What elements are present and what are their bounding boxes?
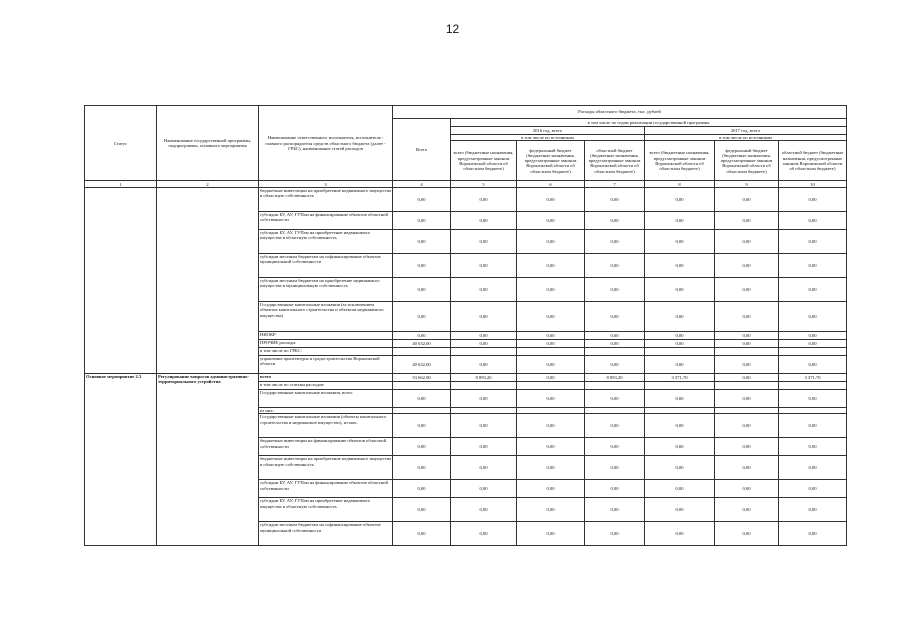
row-label: субсидии местным бюджетам на софинансирование объектов муниципальной собственности — [259, 254, 393, 278]
value-cell: 0,00 — [517, 212, 585, 230]
value-cell: 0,00 — [779, 498, 847, 522]
row-label: Государственные капитальные вложения (за исключением объектов капитального строительства и объектов недвижимого имущества) — [259, 302, 393, 332]
header-total: Всего — [393, 119, 451, 181]
value-cell: 0,00 — [393, 390, 451, 408]
value-cell: 0,00 — [715, 302, 779, 332]
row-label: субсидии БУ, АУ, ГУПам на финансирование объектов областной собственности — [259, 212, 393, 230]
value-cell: 40 632,00 — [393, 356, 451, 374]
column-index: 7 — [585, 181, 645, 188]
header-col7: областной бюджет (бюджетные назначения, предусмотренные законом Воронежской области об областном бюджете) — [585, 141, 645, 181]
value-cell — [779, 348, 847, 356]
value-cell: 0,00 — [715, 212, 779, 230]
value-cell: 0,00 — [451, 278, 517, 302]
value-cell: 0,00 — [645, 340, 715, 348]
value-cell: 0,00 — [645, 254, 715, 278]
value-cell: 0,00 — [517, 254, 585, 278]
value-cell: 0,00 — [393, 278, 451, 302]
value-cell: 0,00 — [393, 212, 451, 230]
value-cell: 0,00 — [393, 498, 451, 522]
value-cell: 0,00 — [585, 356, 645, 374]
value-cell — [585, 382, 645, 390]
value-cell: 0,00 — [585, 480, 645, 498]
column-index: 10 — [779, 181, 847, 188]
value-cell: 0,00 — [451, 498, 517, 522]
value-cell: 0,00 — [517, 188, 585, 212]
value-cell: 0,00 — [715, 278, 779, 302]
row-label: в том числе по статьям расходов: — [259, 382, 393, 390]
value-cell: 0,00 — [645, 438, 715, 456]
status-cell: Основное мероприятие 2.3 — [85, 374, 157, 546]
header-program-name: Наименование государственной программы, подпрограммы, основного мероприятия — [157, 106, 259, 181]
column-index: 2 — [157, 181, 259, 188]
row-label: ПРОЧИЕ расходы — [259, 340, 393, 348]
value-cell: 3 371,70 — [779, 374, 847, 382]
value-cell — [517, 348, 585, 356]
value-cell: 0,00 — [451, 522, 517, 546]
value-cell: 0,00 — [451, 456, 517, 480]
column-index-row — [85, 181, 847, 188]
value-cell: 0,00 — [715, 498, 779, 522]
budget-table — [84, 105, 847, 546]
value-cell: 0,00 — [645, 230, 715, 254]
value-cell: 0,00 — [451, 332, 517, 340]
header-executor: Наименование ответственного исполнителя, исполнителя - главного распорядителя средств областного бюджета (далее - ГРБС), наименование статей расходов — [259, 106, 393, 181]
value-cell: 0,00 — [451, 390, 517, 408]
value-cell: 0,00 — [517, 332, 585, 340]
value-cell: 0,00 — [451, 480, 517, 498]
value-cell — [393, 348, 451, 356]
value-cell: 0,00 — [645, 212, 715, 230]
value-cell: 0,00 — [779, 356, 847, 374]
value-cell: 0,00 — [645, 278, 715, 302]
value-cell: 0,00 — [645, 356, 715, 374]
value-cell: 40 632,00 — [393, 340, 451, 348]
value-cell: 0,00 — [715, 414, 779, 438]
value-cell: 0,00 — [779, 302, 847, 332]
row-label: субсидии БУ, АУ, ГУПам на приобретение недвижимого имущества в областную собственность — [259, 498, 393, 522]
row-label: субсидии БУ, АУ, ГУПам на приобретение недвижимого имущества в областную собственность — [259, 230, 393, 254]
value-cell: 0,00 — [517, 302, 585, 332]
row-label: бюджетные инвестиции на финансирование объектов областной собственности — [259, 438, 393, 456]
table-row — [85, 374, 847, 382]
column-index: 6 — [517, 181, 585, 188]
value-cell — [451, 382, 517, 390]
value-cell: 0,00 — [451, 302, 517, 332]
header-col10: областной бюджет (бюджетные назначения, предусмотренные законом Воронежской области об областном бюджете) — [779, 141, 847, 181]
value-cell — [393, 382, 451, 390]
value-cell: 0,00 — [585, 456, 645, 480]
value-cell: 53 662,90 — [393, 374, 451, 382]
value-cell: 0,00 — [645, 390, 715, 408]
value-cell: 0,00 — [451, 230, 517, 254]
value-cell: 0,00 — [645, 302, 715, 332]
row-label: в том числе по ГРБС: — [259, 348, 393, 356]
budget-table-sheet — [84, 105, 846, 546]
value-cell: 0,00 — [779, 212, 847, 230]
value-cell: 0,00 — [517, 414, 585, 438]
value-cell: 0,00 — [517, 498, 585, 522]
value-cell: 0,00 — [645, 188, 715, 212]
value-cell: 0,00 — [779, 278, 847, 302]
value-cell: 0,00 — [451, 438, 517, 456]
value-cell: 0,00 — [517, 356, 585, 374]
header-col6: федеральный бюджет (бюджетные назначения, предусмотренные законом Воронежской области об областном бюджете) — [517, 141, 585, 181]
row-label: Государственные капитальные вложения, всего — [259, 390, 393, 408]
header-col9: федеральный бюджет (бюджетные назначения, предусмотренные законом Воронежской области об областном бюджете) — [715, 141, 779, 181]
column-index: 8 — [645, 181, 715, 188]
value-cell: 0,00 — [715, 390, 779, 408]
value-cell — [715, 348, 779, 356]
value-cell — [715, 382, 779, 390]
value-cell: 0,00 — [451, 188, 517, 212]
value-cell: 0,00 — [451, 212, 517, 230]
value-cell: 0,00 — [393, 188, 451, 212]
header-year-2017: 2017 год, всего — [645, 127, 847, 135]
value-cell: 0,00 — [715, 374, 779, 382]
header-by-source-2017: в том числе по источникам — [645, 135, 847, 141]
column-index: 3 — [259, 181, 393, 188]
value-cell: 0,00 — [779, 332, 847, 340]
header-by-year: в том числе по годам реализации государственной программы — [451, 119, 847, 127]
value-cell: 0,00 — [517, 480, 585, 498]
value-cell: 0,00 — [393, 480, 451, 498]
table-header — [85, 106, 847, 188]
value-cell: 0,00 — [517, 438, 585, 456]
value-cell: 3 371,70 — [645, 374, 715, 382]
value-cell: 0,00 — [393, 438, 451, 456]
value-cell: 0,00 — [393, 254, 451, 278]
value-cell: 0,00 — [585, 522, 645, 546]
value-cell: 0,00 — [517, 230, 585, 254]
row-label: управление архитектуры и градостроительства Воронежской области — [259, 356, 393, 374]
column-index: 5 — [451, 181, 517, 188]
value-cell: 0,00 — [779, 480, 847, 498]
value-cell — [645, 348, 715, 356]
value-cell: 0,00 — [779, 414, 847, 438]
value-cell: 8 893,20 — [451, 374, 517, 382]
row-label: субсидии местным бюджетам на софинансирование объектов муниципальной собственности — [259, 522, 393, 546]
row-label: бюджетные инвестиции на приобретение недвижимого имущества в областную собственность — [259, 188, 393, 212]
value-cell: 0,00 — [517, 390, 585, 408]
value-cell: 0,00 — [585, 332, 645, 340]
value-cell: 0,00 — [715, 332, 779, 340]
header-col8: всего (бюджетные назначения, предусмотренные законом Воронежской области об областном бюджете) — [645, 141, 715, 181]
value-cell: 0,00 — [517, 456, 585, 480]
value-cell: 0,00 — [451, 340, 517, 348]
value-cell: 0,00 — [585, 390, 645, 408]
value-cell: 0,00 — [645, 498, 715, 522]
block1-body — [85, 188, 847, 374]
value-cell: 0,00 — [645, 456, 715, 480]
value-cell: 0,00 — [779, 254, 847, 278]
row-label: всего — [259, 374, 393, 382]
value-cell — [585, 348, 645, 356]
value-cell: 0,00 — [393, 302, 451, 332]
value-cell — [645, 382, 715, 390]
value-cell: 0,00 — [779, 340, 847, 348]
value-cell: 0,00 — [585, 302, 645, 332]
value-cell: 0,00 — [715, 356, 779, 374]
value-cell: 0,00 — [585, 230, 645, 254]
row-label: бюджетные инвестиции на приобретение недвижимого имущества в областную собственность — [259, 456, 393, 480]
value-cell: 0,00 — [585, 340, 645, 348]
value-cell: 0,00 — [585, 254, 645, 278]
value-cell: 0,00 — [645, 522, 715, 546]
value-cell: 0,00 — [779, 230, 847, 254]
value-cell: 0,00 — [517, 278, 585, 302]
value-cell: 0,00 — [393, 522, 451, 546]
header-status: Статус — [85, 106, 157, 181]
header-by-source-2016: в том числе по источникам — [451, 135, 645, 141]
value-cell: 0,00 — [645, 414, 715, 438]
value-cell: 0,00 — [715, 480, 779, 498]
value-cell: 0,00 — [393, 456, 451, 480]
value-cell: 0,00 — [715, 254, 779, 278]
value-cell: 0,00 — [779, 522, 847, 546]
value-cell: 0,00 — [715, 340, 779, 348]
program-cell-empty — [157, 188, 259, 374]
value-cell — [517, 382, 585, 390]
value-cell: 0,00 — [517, 374, 585, 382]
value-cell: 0,00 — [715, 188, 779, 212]
value-cell: 0,00 — [585, 498, 645, 522]
value-cell: 0,00 — [393, 230, 451, 254]
header-expenses: Расходы областного бюджета, тыс. рублей — [393, 106, 847, 119]
value-cell: 0,00 — [585, 188, 645, 212]
value-cell: 0,00 — [779, 438, 847, 456]
row-label: НИОКР — [259, 332, 393, 340]
program-name-cell: Регулирование вопросов административно-территориального устройства — [157, 374, 259, 546]
value-cell: 0,00 — [585, 438, 645, 456]
column-index: 4 — [393, 181, 451, 188]
value-cell: 0,00 — [451, 254, 517, 278]
value-cell — [451, 348, 517, 356]
status-cell-empty — [85, 188, 157, 374]
value-cell: 0,00 — [779, 188, 847, 212]
value-cell: 8 893,20 — [585, 374, 645, 382]
column-index: 1 — [85, 181, 157, 188]
value-cell: 0,00 — [451, 414, 517, 438]
value-cell: 0,00 — [517, 340, 585, 348]
value-cell — [779, 382, 847, 390]
value-cell: 0,00 — [517, 522, 585, 546]
value-cell: 0,00 — [585, 212, 645, 230]
row-label: субсидии БУ, АУ, ГУПам на финансирование объектов областной собственности — [259, 480, 393, 498]
block2-body — [85, 374, 847, 546]
column-index: 9 — [715, 181, 779, 188]
value-cell: 0,00 — [645, 480, 715, 498]
value-cell: 0,00 — [715, 230, 779, 254]
header-year-2016: 2016 год, всего — [451, 127, 645, 135]
value-cell: 0,00 — [715, 522, 779, 546]
value-cell: 0,00 — [451, 356, 517, 374]
value-cell: 0,00 — [715, 438, 779, 456]
row-label: субсидии местным бюджетам на приобретение недвижимого имущества в муниципальную собственность — [259, 278, 393, 302]
value-cell: 0,00 — [585, 278, 645, 302]
value-cell: 0,00 — [393, 414, 451, 438]
value-cell: 0,00 — [779, 456, 847, 480]
value-cell: 0,00 — [715, 456, 779, 480]
header-col5: всего (бюджетные назначения, предусмотренные законом Воронежской области об областном бюджете) — [451, 141, 517, 181]
row-label: Государственные капитальные вложения (объекты капитального строительства и недвижимое имущество), из них: — [259, 414, 393, 438]
value-cell: 0,00 — [779, 390, 847, 408]
value-cell: 0,00 — [393, 332, 451, 340]
page-number: 12 — [445, 22, 460, 36]
row-label: из них: — [259, 408, 393, 414]
value-cell: 0,00 — [585, 414, 645, 438]
table-row — [85, 188, 847, 212]
value-cell: 0,00 — [645, 332, 715, 340]
